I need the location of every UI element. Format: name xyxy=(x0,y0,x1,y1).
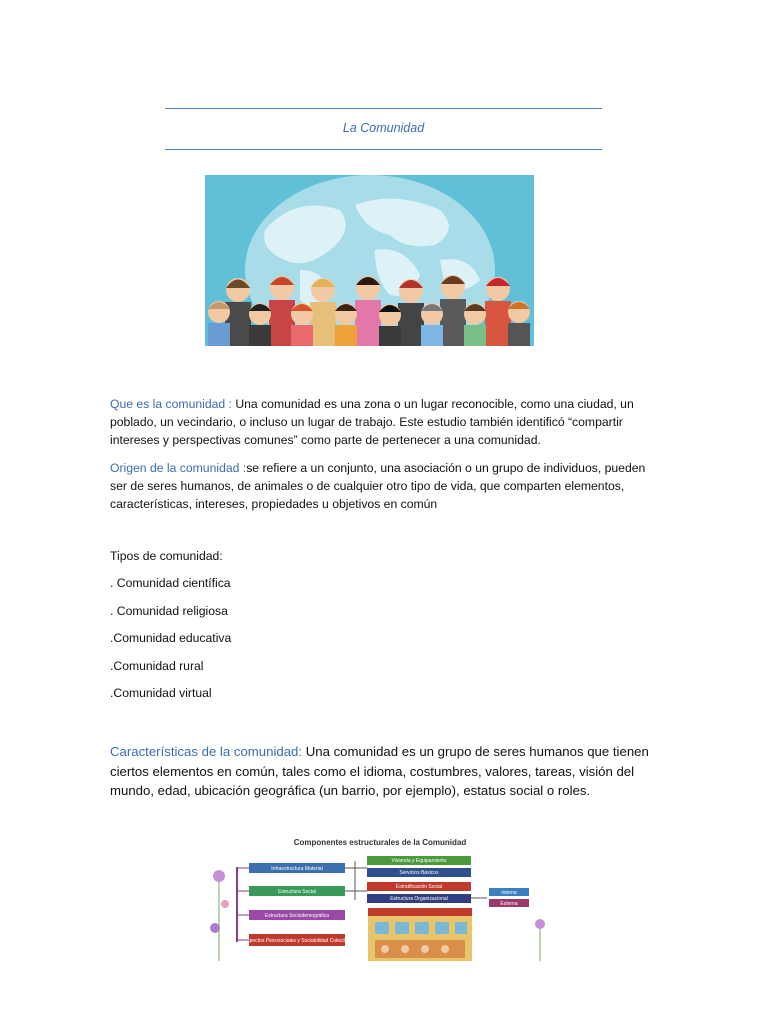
tipo-item: .Comunidad rural xyxy=(110,659,204,673)
bottom-rule xyxy=(165,149,602,150)
tipos-label: Tipos de comunidad: xyxy=(110,549,223,563)
page-title: La Comunidad xyxy=(342,121,425,135)
tipo-item: .Comunidad educativa xyxy=(110,631,232,645)
origen-paragraph xyxy=(110,459,650,513)
tipo-item: .Comunidad virtual xyxy=(110,686,212,700)
que-es-label: Que es la comunidad : xyxy=(110,397,232,411)
tipo-item: . Comunidad religiosa xyxy=(110,604,228,618)
diagram-right-1: Externa xyxy=(500,901,518,907)
origen-text: se refiere a un conjunto, una asociación o un grupo de individuos, pueden ser de seres humanos, de animales o de cualquier otro tipo de vida, que comparten elementos, características, intereses, propiedades u objetivos en común xyxy=(110,461,646,511)
diagram-left-2: Estructura Sociodemográfica xyxy=(264,913,330,919)
diagram-mid-2: Estratificación Social xyxy=(395,884,443,890)
caracteristicas-label: Características de la comunidad: xyxy=(110,744,303,759)
diagram-left-3: Aspectos Psicosociales y Sociabilidad Colectiva xyxy=(243,938,351,944)
community-illustration xyxy=(205,175,534,346)
diagram-left-1: Estructura Social xyxy=(278,889,316,895)
diagram-left-0: Infraestructura Material xyxy=(271,866,323,872)
caracteristicas-paragraph xyxy=(110,742,655,801)
diagram-right-0: Interna xyxy=(501,890,517,896)
origen-label: Origen de la comunidad : xyxy=(110,461,247,475)
que-es-text: Una comunidad es una zona o un lugar reconocible, como una ciudad, un poblado, un vecindario, o incluso un lugar de trabajo. Este estudio también identificó “compartir intereses y perspectivas comunes” como parte de pertenecer a una comunidad. xyxy=(110,397,634,447)
tipo-item: . Comunidad científica xyxy=(110,576,231,590)
caracteristicas-text: Una comunidad es un grupo de seres humanos que tienen ciertos elementos en común, tales como el idioma, costumbres, valores, tareas, visión del mundo, edad, ubicación geográfica (un barrio, por ejemplo), estatus social o roles. xyxy=(110,744,649,798)
diagram-mid-3: Estructura Organizacional xyxy=(390,896,448,902)
building-icon xyxy=(368,908,472,961)
diagram-mid-1: Servicios Básicos xyxy=(399,870,439,876)
diagram-title: Componentes estructurales de la Comunidad xyxy=(293,838,467,847)
top-rule xyxy=(165,108,602,109)
components-diagram xyxy=(205,832,555,961)
diagram-mid-0: Vivienda y Equipamiento xyxy=(391,858,447,864)
que-es-paragraph xyxy=(110,395,650,449)
